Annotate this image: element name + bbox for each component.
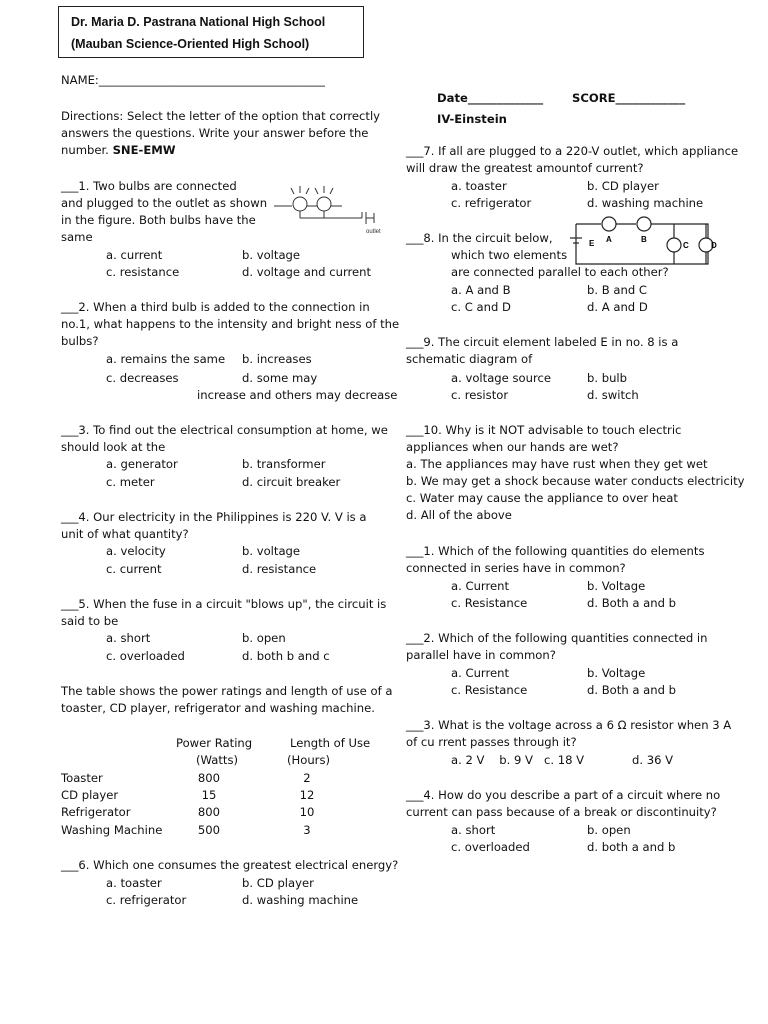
question-text: ___10. Why is it NOT advisable to touch electric: [406, 423, 682, 437]
question-text: and plugged to the outlet as shown: [61, 196, 268, 210]
table-cell-hours: 3: [303, 823, 311, 837]
option-c[interactable]: c. resistor: [451, 388, 509, 402]
option-b[interactable]: b. transformer: [242, 457, 326, 471]
option-d[interactable]: d. circuit breaker: [242, 475, 341, 489]
score-field[interactable]: SCORE____________: [572, 91, 686, 105]
directions-line: Directions: Select the letter of the option that correctly: [61, 109, 381, 123]
option-a[interactable]: a. toaster: [106, 876, 162, 890]
school-header: [58, 6, 364, 58]
question-text: are connected parallel to each other?: [451, 265, 669, 279]
option-a[interactable]: a. generator: [106, 457, 178, 471]
question-text: will draw the greatest amountof current?: [406, 161, 644, 175]
column-unit-watts: (Watts): [196, 753, 239, 767]
question-4: [61, 509, 367, 543]
option-a[interactable]: a. velocity: [106, 544, 166, 558]
question-text: ___2. Which of the following quantities connected in: [406, 631, 708, 645]
table-intro-line: The table shows the power ratings and length of use of a: [61, 684, 393, 698]
option-d[interactable]: d. Both a and b: [587, 683, 677, 697]
option-b[interactable]: b. increases: [242, 352, 312, 366]
two-bulbs-figure: [262, 182, 392, 238]
option-c[interactable]: c. C and D: [451, 300, 511, 314]
option-d[interactable]: d. A and D: [587, 300, 648, 314]
question-text: ___1. Two bulbs are connected: [61, 179, 237, 193]
question-2: [61, 299, 399, 350]
question-text: same: [61, 230, 93, 244]
table-cell-item: Toaster: [61, 771, 103, 785]
question-text: ___4. How do you describe a part of a circuit where no: [406, 788, 721, 802]
label-d: D: [711, 241, 717, 250]
option-c[interactable]: c. Water may cause the appliance to over heat: [406, 491, 678, 505]
option-c[interactable]: c. overloaded: [451, 840, 530, 854]
column-header-power: Power Rating: [176, 736, 253, 750]
circuit-diagram: [566, 214, 716, 272]
option-d[interactable]: d. All of the above: [406, 508, 512, 522]
table-cell-power: 15: [201, 788, 217, 802]
option-d[interactable]: d. voltage and current: [242, 265, 372, 279]
question-11: [406, 543, 705, 577]
column-header-hours: Length of Use: [290, 736, 371, 750]
option-b[interactable]: b. Voltage: [587, 579, 646, 593]
name-field[interactable]: NAME:_______________________________________: [61, 73, 325, 87]
label-e: E: [589, 239, 595, 248]
question-text: in the figure. Both bulbs have the: [61, 213, 256, 227]
option-b[interactable]: b. CD player: [242, 876, 314, 890]
question-text: current can pass because of a break or discontinuity?: [406, 805, 717, 819]
option-d-continued: increase and others may decrease: [197, 388, 398, 402]
question-text: of cu rrent passes through it?: [406, 735, 577, 749]
question-7: [406, 143, 738, 177]
option-d[interactable]: d. some may: [242, 371, 318, 385]
option-b[interactable]: b. voltage: [242, 544, 301, 558]
directions-line: [61, 142, 380, 159]
question-text: ___7. If all are plugged to a 220-V outlet, which appliance: [406, 144, 739, 158]
option-a[interactable]: a. Current: [451, 579, 510, 593]
table-cell-power: 800: [197, 771, 221, 785]
table-cell-hours: 12: [299, 788, 315, 802]
outlet-label: outlet: [366, 229, 381, 235]
question-text: parallel have in common?: [406, 648, 556, 662]
question-text: ___3. To find out the electrical consumption at home, we: [61, 423, 388, 437]
option-b[interactable]: b. voltage: [242, 248, 301, 262]
option-d[interactable]: d. switch: [587, 388, 639, 402]
section-label: IV-Einstein: [437, 112, 507, 126]
question-text: said to be: [61, 614, 119, 628]
option-a[interactable]: a. Current: [451, 666, 510, 680]
table-cell-item: Refrigerator: [61, 805, 131, 819]
question-text: connected in series have in common?: [406, 561, 626, 575]
option-b[interactable]: b. CD player: [587, 179, 659, 193]
option-a[interactable]: a. current: [106, 248, 163, 262]
question-text: appliances when our hands are wet?: [406, 440, 619, 454]
option-d[interactable]: d. washing machine: [587, 196, 704, 210]
column-unit-hours: (Hours): [287, 753, 331, 767]
question-1: [61, 178, 267, 246]
question-text: ___5. When the fuse in a circuit "blows up", the circuit is: [61, 597, 387, 611]
option-c[interactable]: c. refrigerator: [451, 196, 532, 210]
option-d[interactable]: d. washing machine: [242, 893, 359, 907]
option-b[interactable]: b. open: [587, 823, 631, 837]
question-5: [61, 596, 386, 630]
option-a[interactable]: a. voltage source: [451, 371, 551, 385]
option-d[interactable]: d. both b and c: [242, 649, 330, 663]
option-c[interactable]: c. overloaded: [106, 649, 185, 663]
question-text: which two elements: [451, 248, 568, 262]
option-d[interactable]: d. both a and b: [587, 840, 676, 854]
school-name: Dr. Maria D. Pastrana National High School: [71, 15, 326, 29]
option-c[interactable]: c. current: [106, 562, 162, 576]
option-d[interactable]: d. resistance: [242, 562, 317, 576]
question-text: ___4. Our electricity in the Philippines is 220 V. V is a: [61, 510, 367, 524]
table-intro: [61, 683, 392, 717]
question-text: ___2. When a third bulb is added to the connection in: [61, 300, 370, 314]
school-subtitle: (Mauban Science-Oriented High School): [71, 37, 310, 51]
option-d[interactable]: d. 36 V: [632, 753, 674, 767]
option-a[interactable]: a. toaster: [451, 179, 507, 193]
question-text: unit of what quantity?: [61, 527, 189, 541]
option-c[interactable]: c. Resistance: [451, 683, 528, 697]
option-c[interactable]: c. meter: [106, 475, 155, 489]
question-text: ___3. What is the voltage across a 6 Ω resistor when 3 A: [406, 718, 732, 732]
question-text: ___1. Which of the following quantities do elements: [406, 544, 705, 558]
option-d[interactable]: d. Both a and b: [587, 596, 677, 610]
table-cell-power: 500: [197, 823, 221, 837]
question-text: should look at the: [61, 440, 166, 454]
label-a: A: [606, 235, 612, 244]
question-text: no.1, what happens to the intensity and bright ness of the: [61, 317, 400, 331]
question-9: [406, 334, 678, 368]
question-8: ___8. In the circuit below,: [406, 231, 553, 245]
option-a[interactable]: a. short: [106, 631, 151, 645]
option-a[interactable]: a. The appliances may have rust when they get wet: [406, 457, 708, 471]
question-3: [61, 422, 388, 456]
option-a[interactable]: a. short: [451, 823, 496, 837]
table-intro-line: toaster, CD player, refrigerator and washing machine.: [61, 701, 375, 715]
option-c[interactable]: c. Resistance: [451, 596, 528, 610]
option-b[interactable]: b. We may get a shock because water conducts electricity: [406, 474, 745, 488]
question-6: ___6. Which one consumes the greatest electrical energy?: [61, 858, 399, 872]
label-b: B: [641, 235, 647, 244]
question-10: [406, 422, 745, 524]
option-c[interactable]: c. decreases: [106, 371, 179, 385]
date-field[interactable]: Date_____________: [437, 91, 544, 105]
directions: [61, 108, 380, 159]
table-cell-power: 800: [197, 805, 221, 819]
question-13: [406, 717, 731, 751]
option-a[interactable]: a. remains the same: [106, 352, 226, 366]
options-abc[interactable]: a. 2 V b. 9 V c. 18 V: [451, 753, 585, 767]
option-b[interactable]: b. bulb: [587, 371, 628, 385]
option-c[interactable]: c. refrigerator: [106, 893, 187, 907]
option-b[interactable]: b. Voltage: [587, 666, 646, 680]
option-b[interactable]: b. B and C: [587, 283, 647, 297]
question-12: [406, 630, 707, 664]
option-a[interactable]: a. A and B: [451, 283, 511, 297]
directions-line: answers the questions. Write your answer before the: [61, 126, 369, 140]
table-cell-item: Washing Machine: [61, 823, 163, 837]
question-text: ___9. The circuit element labeled E in no. 8 is a: [406, 335, 679, 349]
table-cell-hours: 10: [299, 805, 315, 819]
section-code: SNE-EMW: [112, 143, 176, 157]
label-c: C: [683, 241, 689, 250]
question-14: [406, 787, 720, 821]
question-text: bulbs?: [61, 334, 99, 348]
option-c[interactable]: c. resistance: [106, 265, 180, 279]
question-text: schematic diagram of: [406, 352, 533, 366]
directions-text: number.: [61, 143, 113, 157]
table-cell-hours: 2: [303, 771, 311, 785]
table-cell-item: CD player: [61, 788, 119, 802]
option-b[interactable]: b. open: [242, 631, 286, 645]
